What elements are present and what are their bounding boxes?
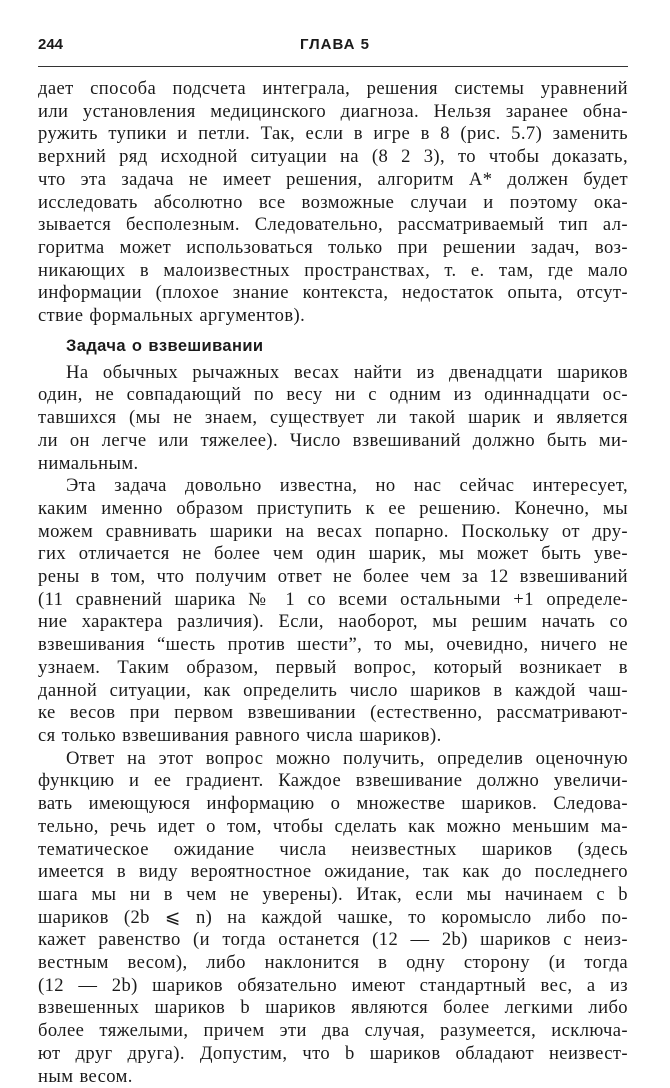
text-line: информации (плохое знание контекста, недостаток опыта, отсут- [38,282,628,304]
text-line: ют друг друга). Допустим, что b шариков обладают неизвест- [38,1042,628,1064]
text-line: дает способа подсчета интеграла, решения системы уравнений [38,78,628,99]
text-line: ся только взвешивания равного числа шариков). [38,724,442,746]
body-text [38,78,628,1088]
book-page [38,30,630,1087]
text-line: ружить тупики и петли. Так, если в игре в 8 (рис. 5.7) заменить [38,123,628,145]
text-line: Эта задача довольно известна, но нас сейчас интересует, [66,475,628,497]
text-line: имеется в виду вероятностное ожидание, так как до последнего [38,861,628,883]
text-line: (12 — 2b) шариков обязательно имеют стандартный вес, а из [38,974,628,996]
text-line: горитма может использоваться только при решении задач, воз- [38,236,628,258]
text-line: данной ситуации, как определить число шариков в каждой чаш- [38,679,628,701]
text-line: функцию и ее градиент. Каждое взвешивание должно увеличи- [38,770,628,792]
paragraph-intro [38,78,628,328]
text-line: кажет равенство (и тогда останется (12 — 2b) шариков с неиз- [38,929,628,951]
text-line: взвешивания “шесть против шести”, то мы, очевидно, ничего не [38,634,628,656]
text-line: вать имеющуюся информацию о множестве шариков. Следова- [38,793,628,815]
text-line: ли он легче или тяжелее). Число взвешиваний должно быть ми- [38,429,628,451]
text-line: узнаем. Таким образом, первый вопрос, который возникает в [38,656,628,678]
text-line: На обычных рычажных весах найти из двенадцати шариков [66,361,628,383]
paragraph-approach [38,475,628,747]
text-line: зывается бесполезным. Следовательно, рассматриваемый тип ал- [38,214,628,236]
paragraph-answer [38,748,628,1088]
text-line: взвешенных шариков b шариков являются более легкими либо [38,997,628,1019]
text-line: рены в том, что получим ответ не более чем за 12 взвешиваний [38,566,628,588]
section-heading: Задача о взвешивании [66,336,264,355]
text-line: ствие формальных аргументов). [38,305,306,327]
text-line: ние характера различия). Если, наоборот, мы решим начать со [38,611,628,633]
text-line: исследовать абсолютно все возможные случаи и поэтому ока- [38,191,628,213]
text-line: ке весов при первом взвешивании (естественно, рассматривают- [38,702,628,724]
text-line: нимальным. [38,452,139,474]
text-line: ным весом. [38,1065,133,1087]
text-line: тавшихся (мы не знаем, существует ли такой шарик и является [38,407,628,429]
text-line: шага мы ни в чем не уверены). Итак, если мы начинаем с b [38,883,628,905]
text-line: более тяжелыми, причем эти два случая, разумеется, исключа- [38,1020,628,1042]
text-line: верхний ряд исходной ситуации на (8 2 3), то чтобы доказать, [38,146,628,168]
text-line: гих отличается не более чем один шарик, мы может быть уве- [38,543,628,565]
text-line: Ответ на этот вопрос можно получить, определив оценочную [66,747,628,769]
text-line: один, не совпадающий по весу ни с одним из одиннадцати ос- [38,384,628,406]
text-line: можем сравнивать шарики на весах попарно. Поскольку от дру- [38,520,628,542]
text-line: тематическое ожидание числа неизвестных шариков (здесь [38,838,628,860]
paragraph-problem [38,362,628,476]
text-line: что эта задача не имеет решения, алгоритм A* должен будет [38,168,628,190]
text-line: (11 сравнений шарика № 1 со всеми остальными +1 определе- [38,588,628,610]
text-line: или установления медицинского диагноза. Нельзя заранее обна- [38,100,628,122]
text-line: вестным весом), либо наклонится в одну сторону (и тогда [38,952,628,974]
chapter-title: ГЛАВА 5 [300,36,370,53]
text-line: шариков (2b ⩽ n) на каждой чашке, то коромысло либо по- [38,906,628,928]
header-rule [38,66,628,67]
text-line: никающих в малоизвестных пространствах, т. е. там, где мало [38,259,628,281]
text-line: каким именно образом приступить к ее решению. Конечно, мы [38,497,628,519]
text-line: тельно, речь идет о том, чтобы сделать как можно меньшим ма- [38,815,628,837]
page-number: 244 [38,36,64,53]
running-head [38,30,630,52]
